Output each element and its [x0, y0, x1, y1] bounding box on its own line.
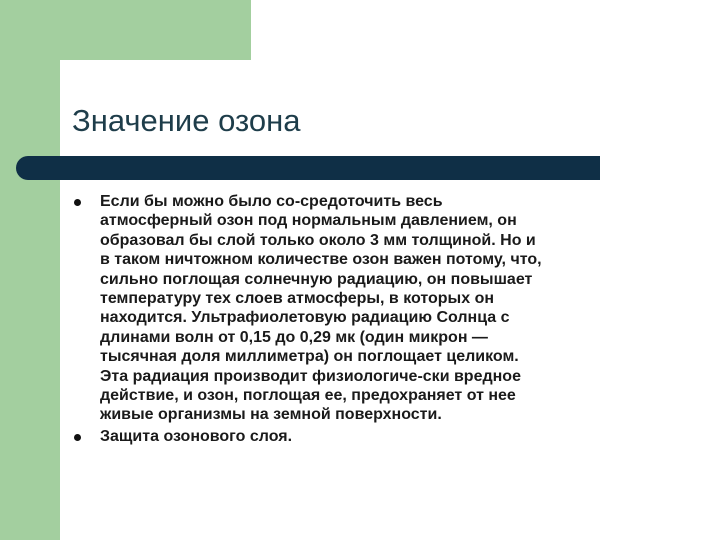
- text-line: тысячная доля миллиметра) он поглощает целиком.: [100, 348, 519, 366]
- bullet-dot-icon: [74, 199, 81, 206]
- bullet-text: [100, 192, 674, 425]
- text-line: образовал бы слой только около 3 мм толщиной. Но и: [100, 231, 536, 249]
- text-line: температуру тех слоев атмосферы, в которых он: [100, 290, 494, 308]
- text-line: Если бы можно было со-средоточить весь: [100, 193, 443, 210]
- text-line: находится. Ультрафиолетовую радиацию Солнца с: [100, 309, 510, 327]
- text-line: действие, и озон, поглощая ее, предохраняет от нее: [100, 387, 516, 405]
- title-underline-bar: [16, 156, 600, 180]
- green-sidebar-decoration: [0, 0, 60, 540]
- text-line: сильно поглощая солнечную радиацию, он повышает: [100, 270, 533, 288]
- text-line: живые организмы на земной поверхности.: [100, 406, 442, 424]
- text-line: Защита озонового слоя.: [100, 427, 293, 445]
- green-top-decoration: [0, 0, 251, 60]
- text-line: длинами волн от 0,15 до 0,29 мк (один микрон —: [100, 328, 488, 346]
- bullet-item-ozone-importance: [74, 192, 674, 425]
- slide-title: Значение озона: [72, 103, 301, 138]
- bullet-item-ozone-protection: [74, 427, 674, 446]
- text-line: атмосферный озон под нормальным давлением, он: [100, 212, 517, 230]
- text-line: Эта радиация производит физиологиче-ски вредное: [100, 367, 521, 385]
- bullet-text: [100, 427, 674, 446]
- text-line: в таком ничтожном количестве озон важен потому, что,: [100, 251, 542, 269]
- bullet-dot-icon: [74, 434, 81, 441]
- bullet-list: [74, 192, 674, 446]
